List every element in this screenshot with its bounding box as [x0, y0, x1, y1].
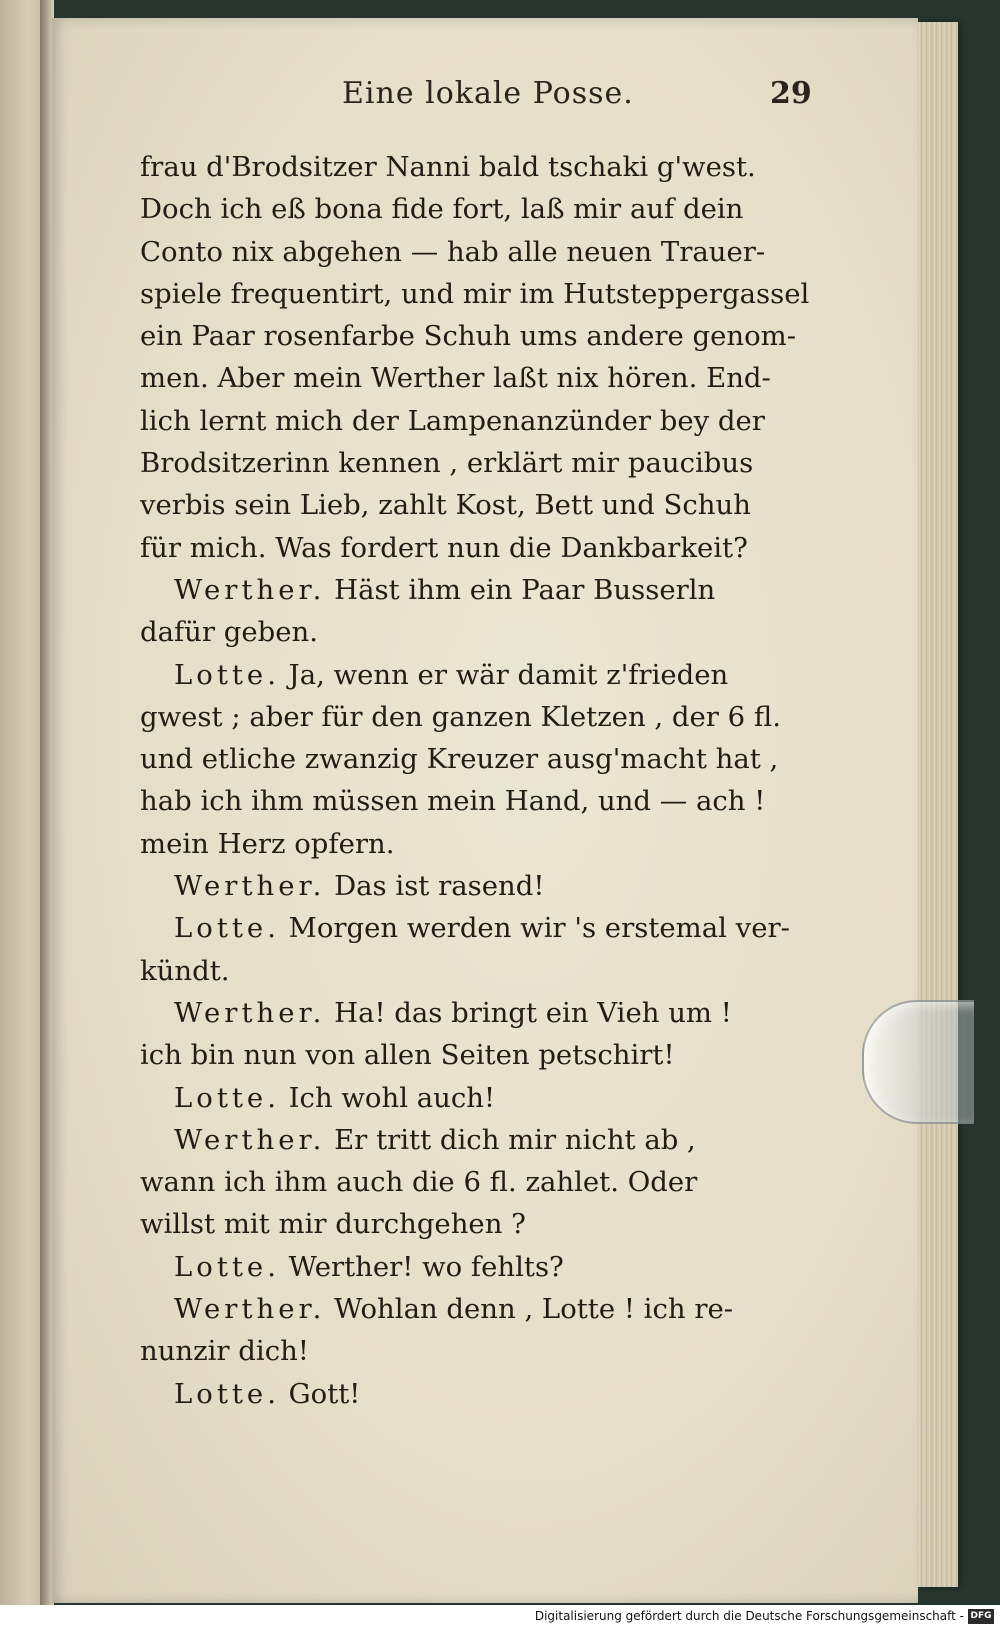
line-text: willst mit mir durchgehen ?	[140, 1208, 526, 1241]
line-text: spiele frequentirt, und mir im Hutsteppergassel	[140, 277, 810, 310]
line-text: mein Herz opfern.	[140, 827, 395, 860]
line-text: kündt.	[140, 954, 230, 987]
line-text: für mich. Was fordert nun die Dankbarkeit?	[140, 531, 748, 564]
text-line	[140, 950, 870, 992]
running-title: Eine lokale Posse.	[342, 76, 634, 111]
speaker-name: Werther.	[174, 1123, 326, 1156]
dfg-logo: DFG	[968, 1609, 994, 1624]
line-text: Ich wohl auch!	[279, 1081, 496, 1114]
text-line	[140, 1330, 870, 1372]
text-line	[140, 231, 870, 273]
text-line	[140, 1246, 870, 1288]
text-line	[140, 1161, 870, 1203]
text-block	[140, 146, 870, 1415]
line-text: und etliche zwanzig Kreuzer ausg'macht hat ,	[140, 743, 779, 776]
text-line	[140, 738, 870, 780]
line-text: men. Aber mein Werther laßt nix hören. End-	[140, 362, 771, 395]
text-line	[140, 992, 870, 1034]
text-line	[140, 865, 870, 907]
text-line	[140, 907, 870, 949]
line-text: nunzir dich!	[140, 1335, 309, 1368]
speaker-name: Lotte.	[174, 1081, 280, 1114]
book-page	[52, 18, 918, 1603]
line-text: Ja, wenn er wär damit z'frieden	[279, 658, 729, 691]
text-line	[140, 315, 870, 357]
speaker-name: Lotte.	[174, 1250, 280, 1283]
text-line	[140, 823, 870, 865]
text-line	[140, 654, 870, 696]
text-line	[140, 484, 870, 526]
running-head	[52, 76, 918, 118]
line-text: gwest ; aber für den ganzen Kletzen , der 6 fl.	[140, 700, 781, 733]
line-text: ich bin nun von allen Seiten petschirt!	[140, 1039, 675, 1072]
text-line	[140, 146, 870, 188]
text-line	[140, 1373, 870, 1415]
page-number: 29	[770, 76, 812, 111]
line-text: Ha! das bringt ein Vieh um !	[325, 996, 732, 1029]
speaker-name: Werther.	[174, 996, 326, 1029]
text-line	[140, 442, 870, 484]
line-text: Morgen werden wir 's erstemal ver-	[279, 912, 790, 945]
text-line	[140, 1288, 870, 1330]
text-line	[140, 1077, 870, 1119]
speaker-name: Lotte.	[174, 912, 280, 945]
line-text: verbis sein Lieb, zahlt Kost, Bett und Schuh	[140, 489, 751, 522]
glass-page-clip	[862, 1000, 974, 1124]
speaker-name: Lotte.	[174, 1377, 280, 1410]
line-text: Er tritt dich mir nicht ab ,	[325, 1123, 696, 1156]
text-line	[140, 569, 870, 611]
text-line	[140, 1203, 870, 1245]
speaker-name: Lotte.	[174, 658, 280, 691]
line-text: frau d'Brodsitzer Nanni bald tschaki g'west.	[140, 151, 756, 183]
line-text: Conto nix abgehen — hab alle neuen Trauer-	[140, 235, 766, 268]
text-line	[140, 1034, 870, 1076]
text-line	[140, 400, 870, 442]
speaker-name: Werther.	[174, 870, 326, 903]
footer-bar	[0, 1605, 1000, 1629]
line-text: Gott!	[279, 1377, 361, 1410]
line-text: lich lernt mich der Lampenanzünder bey der	[140, 404, 765, 437]
line-text: Häst ihm ein Paar Busserln	[325, 573, 716, 606]
text-line	[140, 780, 870, 822]
line-text: Doch ich eß bona fide fort, laß mir auf dein	[140, 193, 744, 226]
text-line	[140, 1119, 870, 1161]
text-line	[140, 357, 870, 399]
text-line	[140, 527, 870, 569]
speaker-name: Werther.	[174, 573, 326, 606]
line-text: Das ist rasend!	[325, 870, 545, 903]
line-text: ein Paar rosenfarbe Schuh ums andere genom-	[140, 320, 797, 353]
line-text: hab ich ihm müssen mein Hand, und — ach !	[140, 785, 766, 818]
text-line	[140, 696, 870, 738]
line-text: Wohlan denn , Lotte ! ich re-	[325, 1293, 734, 1326]
text-line	[140, 611, 870, 653]
footer-credit: Digitalisierung gefördert durch die Deutsche Forschungsgemeinschaft -	[534, 1609, 964, 1623]
page-edges	[918, 22, 958, 1587]
line-text: dafür geben.	[140, 616, 318, 649]
text-line	[140, 273, 870, 315]
text-line	[140, 188, 870, 230]
line-text: wann ich ihm auch die 6 fl. zahlet. Oder	[140, 1166, 698, 1199]
line-text: Werther! wo fehlts?	[279, 1250, 564, 1283]
speaker-name: Werther.	[174, 1293, 326, 1326]
line-text: Brodsitzerinn kennen , erklärt mir paucibus	[140, 447, 754, 480]
